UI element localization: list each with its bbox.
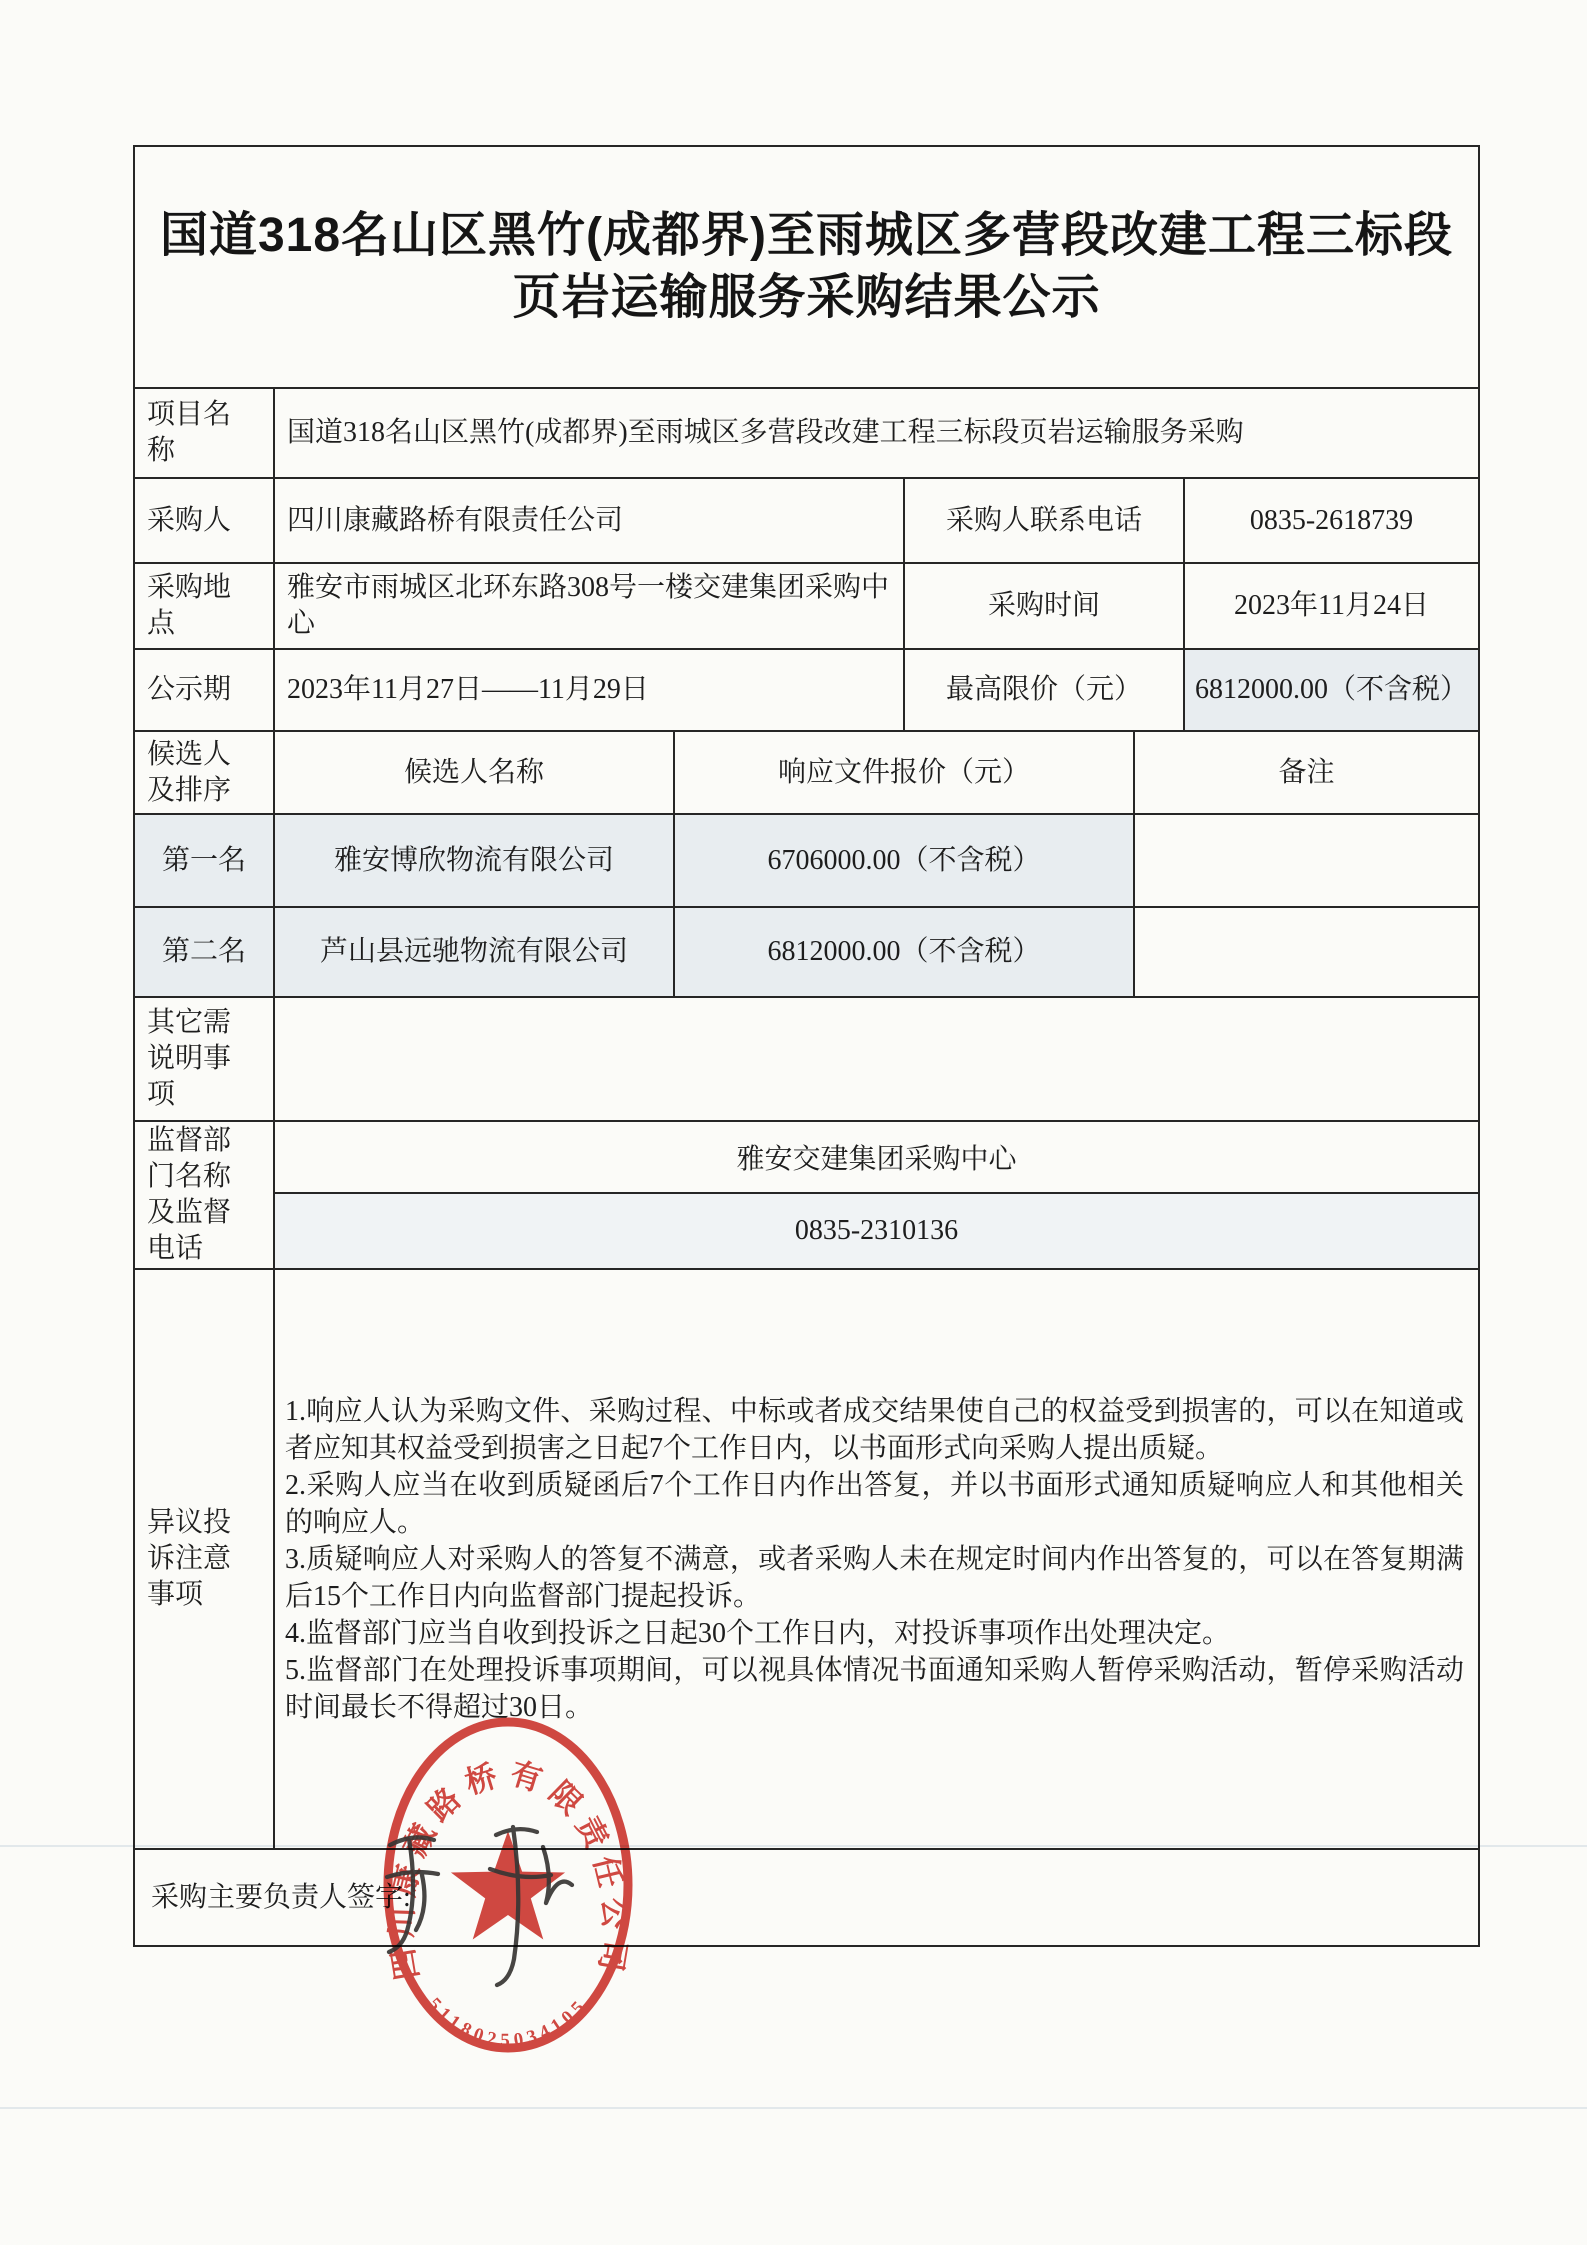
candidates-header-row bbox=[135, 730, 1478, 813]
seal-registration-number: 5118025034105 bbox=[423, 1993, 593, 2052]
candidate-2-name: 芦山县远驰物流有限公司 bbox=[273, 908, 673, 996]
signature-row bbox=[135, 1848, 1478, 1945]
purchaser-phone-label: 采购人联系电话 bbox=[903, 479, 1183, 562]
candidate-2-price: 6812000.00（不含税） bbox=[673, 908, 1133, 996]
objection-content bbox=[273, 1270, 1478, 1848]
candidates-remark-header: 备注 bbox=[1133, 732, 1478, 813]
publicity-period-value: 2023年11月27日——11月29日 bbox=[273, 650, 903, 730]
objection-label: 异议投诉注意事项 bbox=[147, 1507, 232, 1610]
purchaser-row bbox=[135, 477, 1478, 562]
candidates-name-header: 候选人名称 bbox=[273, 732, 673, 813]
purchaser-value: 四川康藏路桥有限责任公司 bbox=[273, 479, 903, 562]
signature-label: 采购主要负责人签字: bbox=[151, 1881, 411, 1913]
supervision-values bbox=[273, 1122, 1478, 1268]
purchase-time-value: 2023年11月24日 bbox=[1183, 564, 1478, 648]
page-title-line2: 页岩运输服务采购结果公示 bbox=[512, 271, 1101, 324]
candidates-price-header: 响应文件报价（元） bbox=[673, 732, 1133, 813]
project-name-row bbox=[135, 387, 1478, 477]
supervision-label: 监督部门名称及监督电话 bbox=[147, 1125, 232, 1264]
candidate-row-2 bbox=[135, 906, 1478, 996]
title-row bbox=[135, 147, 1478, 387]
other-notes-value bbox=[273, 998, 1478, 1120]
candidate-2-rank: 第二名 bbox=[135, 908, 273, 996]
candidates-rank-header: 候选人及排序 bbox=[147, 738, 232, 806]
purchaser-phone-value: 0835-2618739 bbox=[1183, 479, 1478, 562]
scan-artifact-line bbox=[0, 2107, 1587, 2109]
objection-paragraph-3: 3.质疑响应人对采购人的答复不满意，或者采购人未在规定时间内作出答复的，可以在答复期满后15个工作日内向监督部门提起投诉。 bbox=[285, 1543, 1464, 1612]
candidate-1-name: 雅安博欣物流有限公司 bbox=[273, 815, 673, 906]
location-value: 雅安市雨城区北环东路308号一楼交建集团采购中心 bbox=[273, 564, 903, 648]
seal-company-name: 四川康藏路桥有限责任公司 bbox=[383, 1755, 633, 1983]
purchase-time-label: 采购时间 bbox=[903, 564, 1183, 648]
location-label: 采购地点 bbox=[147, 572, 232, 639]
project-name-label: 项目名称 bbox=[147, 399, 232, 466]
objection-paragraph-1: 1.响应人认为采购文件、采购过程、中标或者成交结果使自己的权益受到损害的，可以在知道或者应知其权益受到损害之日起7个工作日内，以书面形式向采购人提出质疑。 bbox=[285, 1395, 1464, 1464]
candidate-1-price: 6706000.00（不含税） bbox=[673, 815, 1133, 906]
supervision-department: 雅安交建集团采购中心 bbox=[736, 1144, 1017, 1175]
supervision-phone: 0835-2310136 bbox=[275, 1192, 1478, 1268]
objection-paragraph-2: 2.采购人应当在收到质疑函后7个工作日内作出答复，并以书面形式通知质疑响应人和其他相关的响应人。 bbox=[285, 1469, 1464, 1538]
objection-paragraph-5: 5.监督部门在处理投诉事项期间，可以视具体情况书面通知采购人暂停采购活动，暂停采购活动时间最长不得超过30日。 bbox=[285, 1654, 1464, 1723]
candidate-1-rank: 第一名 bbox=[135, 815, 273, 906]
supervision-row bbox=[135, 1120, 1478, 1268]
publicity-period-label: 公示期 bbox=[147, 674, 232, 705]
candidate-row-1 bbox=[135, 813, 1478, 906]
objection-paragraph-4: 4.监督部门应当自收到投诉之日起30个工作日内，对投诉事项作出处理决定。 bbox=[285, 1617, 1231, 1649]
other-notes-label: 其它需说明事项 bbox=[147, 1007, 232, 1110]
purchaser-label: 采购人 bbox=[147, 504, 232, 536]
page-title bbox=[135, 147, 1478, 387]
max-price-value: 6812000.00（不含税） bbox=[1183, 650, 1478, 730]
location-row bbox=[135, 562, 1478, 648]
other-notes-row bbox=[135, 996, 1478, 1120]
candidate-2-remark bbox=[1133, 908, 1478, 996]
page-title-line1: 国道318名山区黑竹(成都界)至雨城区多营段改建工程三标段 bbox=[159, 209, 1454, 262]
objection-row bbox=[135, 1268, 1478, 1848]
publicity-period-row bbox=[135, 648, 1478, 730]
candidate-1-remark bbox=[1133, 815, 1478, 906]
result-announcement-table bbox=[133, 145, 1480, 1947]
project-name-value: 国道318名山区黑竹(成都界)至雨城区多营段改建工程三标段页岩运输服务采购 bbox=[273, 389, 1478, 477]
max-price-label: 最高限价（元） bbox=[903, 650, 1183, 730]
